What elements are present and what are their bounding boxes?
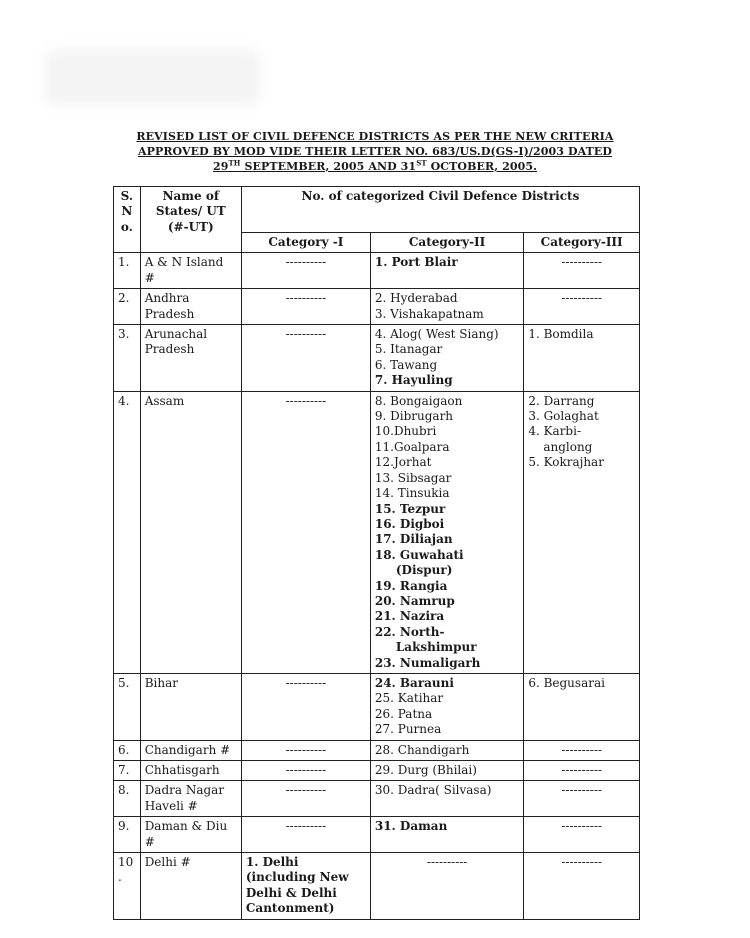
row-cat3: 2. Darrang 3. Golaghat 4. Karbi- anglong 5. Kokrajhar — [524, 391, 640, 673]
table-row — [114, 817, 640, 853]
table-row — [114, 761, 640, 781]
row-state: A & N Island # — [140, 253, 241, 289]
table-row — [114, 740, 640, 760]
row-cat3: ---------- — [524, 289, 640, 325]
row-sno: 4. — [114, 391, 141, 673]
table-row — [114, 391, 640, 673]
row-sno: 1. — [114, 253, 141, 289]
row-cat1: 1. Delhi (including New Delhi & Delhi Cantonment) — [241, 853, 370, 920]
row-cat2: 24. Barauni 25. Katihar 26. Patna 27. Purnea — [370, 673, 523, 740]
row-cat2: 29. Durg (Bhilai) — [370, 761, 523, 781]
row-cat2: 2. Hyderabad 3. Vishakapatnam — [370, 289, 523, 325]
row-state: Dadra Nagar Haveli # — [140, 781, 241, 817]
row-cat3: 1. Bomdila — [524, 325, 640, 392]
row-cat2: 31. Daman — [370, 817, 523, 853]
row-cat1: ---------- — [241, 740, 370, 760]
row-cat3: ---------- — [524, 781, 640, 817]
row-cat1: ---------- — [241, 817, 370, 853]
table-row — [114, 853, 640, 920]
row-cat2: 4. Alog( West Siang) 5. Itanagar 6. Tawang 7. Hayuling — [370, 325, 523, 392]
row-cat3: ---------- — [524, 761, 640, 781]
row-state: Assam — [140, 391, 241, 673]
row-state: Delhi # — [140, 853, 241, 920]
row-cat2: ---------- — [370, 853, 523, 920]
row-state: Chandigarh # — [140, 740, 241, 760]
row-sno: 8. — [114, 781, 141, 817]
row-cat1: ---------- — [241, 253, 370, 289]
row-state: Andhra Pradesh — [140, 289, 241, 325]
civil-defence-districts-table — [113, 186, 640, 920]
header-sno: S. No. — [114, 187, 141, 253]
row-sno: 9. — [114, 817, 141, 853]
row-cat1: ---------- — [241, 325, 370, 392]
row-cat2: 8. Bongaigaon 9. Dibrugarh 10.Dhubri 11.Goalpara 12.Jorhat 13. Sibsagar 14. Tinsukia 15. Tezpur 16. Digboi 17. Diliajan 18. Guwahati (Dispur) 19. Rangia 20. Namrup 21. Nazira 22. North- Lakshimpur 23. Numaligarh — [370, 391, 523, 673]
row-sno: 6. — [114, 740, 141, 760]
table-row — [114, 673, 640, 740]
row-cat1: ---------- — [241, 289, 370, 325]
row-cat3: ---------- — [524, 853, 640, 920]
row-cat3: 6. Begusarai — [524, 673, 640, 740]
row-cat1: ---------- — [241, 761, 370, 781]
header-state: Name of States/ UT (#-UT) — [140, 187, 241, 253]
row-state: Arunachal Pradesh — [140, 325, 241, 392]
row-cat3: ---------- — [524, 740, 640, 760]
row-cat1: ---------- — [241, 673, 370, 740]
row-sno: 2. — [114, 289, 141, 325]
row-sno: 3. — [114, 325, 141, 392]
header-category-2: Category-II — [370, 233, 523, 253]
row-cat1: ---------- — [241, 391, 370, 673]
row-cat2: 1. Port Blair — [370, 253, 523, 289]
table-row — [114, 289, 640, 325]
title-line-3: 29TH SEPTEMBER, 2005 AND 31ST OCTOBER, 2005. — [212, 158, 538, 173]
row-cat3: ---------- — [524, 253, 640, 289]
row-cat2: 28. Chandigarh — [370, 740, 523, 760]
row-sno: 10. — [114, 853, 141, 920]
header-row — [114, 187, 640, 233]
header-category-3: Category-III — [524, 233, 640, 253]
title-line-2: APPROVED BY MOD VIDE THEIR LETTER NO. 683/US.D(GS-I)/2003 DATED — [137, 145, 613, 158]
row-sno: 5. — [114, 673, 141, 740]
header-group: No. of categorized Civil Defence Districts — [241, 187, 639, 233]
row-cat1: ---------- — [241, 781, 370, 817]
scan-smudge — [45, 50, 260, 105]
table-row — [114, 253, 640, 289]
title-line-1: REVISED LIST OF CIVIL DEFENCE DISTRICTS AS PER THE NEW CRITERIA — [136, 130, 614, 143]
row-state: Bihar — [140, 673, 241, 740]
header-category-1: Category -I — [241, 233, 370, 253]
table-row — [114, 781, 640, 817]
row-cat3: ---------- — [524, 817, 640, 853]
table-row — [114, 325, 640, 392]
row-state: Daman & Diu # — [140, 817, 241, 853]
document-title — [105, 129, 645, 174]
row-state: Chhatisgarh — [140, 761, 241, 781]
row-cat2: 30. Dadra( Silvasa) — [370, 781, 523, 817]
row-sno: 7. — [114, 761, 141, 781]
